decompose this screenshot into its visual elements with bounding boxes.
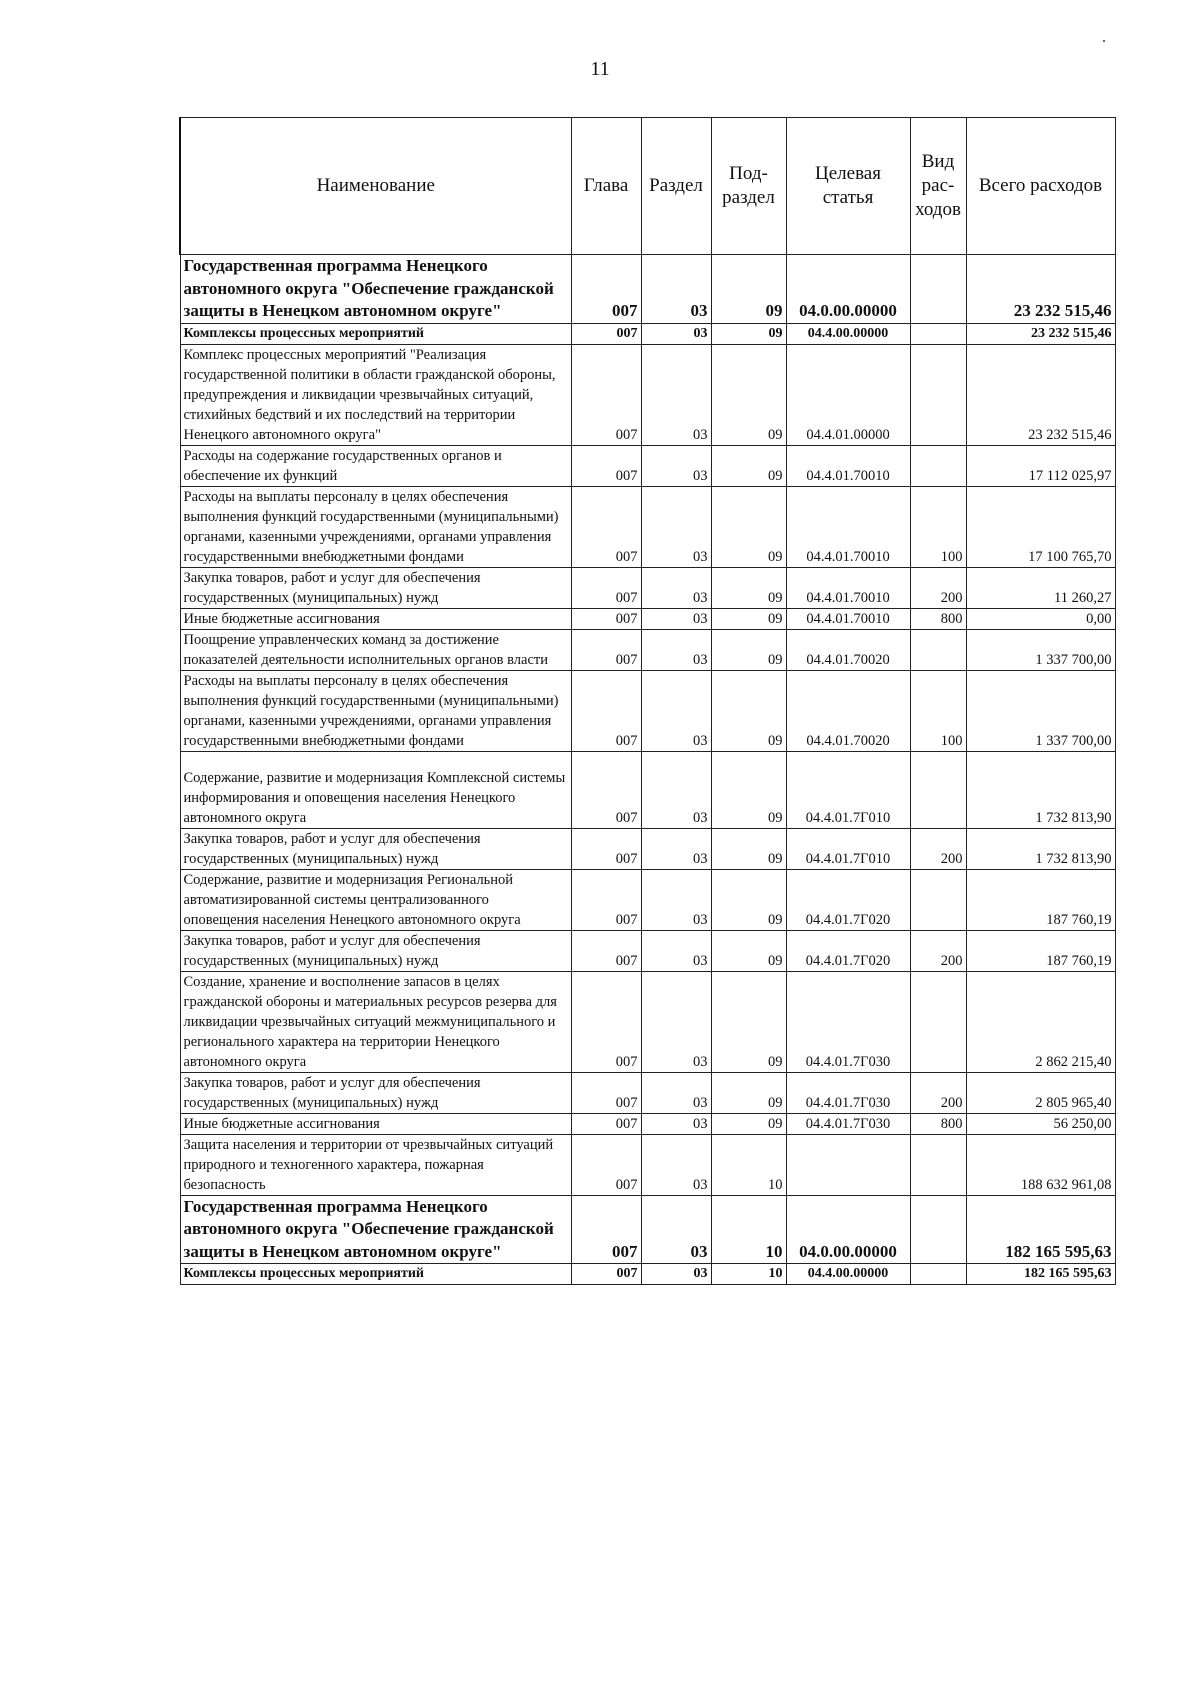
cell-podrazdel: 10 (711, 1195, 786, 1264)
cell-razdel: 03 (641, 567, 711, 608)
cell-razdel: 03 (641, 608, 711, 629)
cell-razdel: 03 (641, 751, 711, 828)
cell-podrazdel: 10 (711, 1264, 786, 1285)
cell-name: Закупка товаров, работ и услуг для обеспечения государственных (муниципальных) нужд (180, 1072, 571, 1113)
cell-razdel: 03 (641, 1113, 711, 1134)
cell-podrazdel: 09 (711, 323, 786, 344)
table-row (180, 1264, 1115, 1285)
cell-celevaya: 04.4.01.70010 (786, 486, 910, 567)
cell-vid (910, 255, 966, 324)
cell-name: Расходы на выплаты персоналу в целях обеспечения выполнения функций государственными (муниципальными) органами, казенными учреждениями, органами управления государственными внебюджетными фондами (180, 486, 571, 567)
scan-speck (1103, 40, 1105, 42)
cell-podrazdel: 09 (711, 1072, 786, 1113)
cell-celevaya (786, 1134, 910, 1195)
cell-vid: 200 (910, 828, 966, 869)
cell-vid: 200 (910, 1072, 966, 1113)
table-row (180, 1113, 1115, 1134)
cell-podrazdel: 09 (711, 255, 786, 324)
cell-vid (910, 629, 966, 670)
cell-vid (910, 344, 966, 445)
cell-total: 23 232 515,46 (966, 323, 1115, 344)
cell-name: Иные бюджетные ассигнования (180, 608, 571, 629)
table-row (180, 255, 1115, 324)
cell-podrazdel: 09 (711, 869, 786, 930)
cell-celevaya: 04.4.00.00000 (786, 1264, 910, 1285)
cell-podrazdel: 09 (711, 629, 786, 670)
cell-glava: 007 (571, 1113, 641, 1134)
budget-table (179, 117, 1116, 1285)
cell-celevaya: 04.0.00.00000 (786, 255, 910, 324)
cell-razdel: 03 (641, 344, 711, 445)
cell-glava: 007 (571, 567, 641, 608)
table-body (180, 255, 1115, 1285)
cell-name: Расходы на выплаты персоналу в целях обеспечения выполнения функций государственными (муниципальными) органами, казенными учреждениями, органами управления государственными внебюджетными фондами (180, 670, 571, 751)
cell-total: 1 732 813,90 (966, 751, 1115, 828)
table-row (180, 1134, 1115, 1195)
table-row (180, 930, 1115, 971)
cell-total: 56 250,00 (966, 1113, 1115, 1134)
cell-celevaya: 04.4.01.70010 (786, 445, 910, 486)
cell-vid (910, 323, 966, 344)
table-row (180, 629, 1115, 670)
header-podrazdel: Под- раздел (711, 118, 786, 255)
cell-glava: 007 (571, 323, 641, 344)
cell-glava: 007 (571, 1072, 641, 1113)
cell-vid (910, 869, 966, 930)
cell-total: 1 337 700,00 (966, 670, 1115, 751)
cell-glava: 007 (571, 869, 641, 930)
cell-razdel: 03 (641, 971, 711, 1072)
cell-razdel: 03 (641, 629, 711, 670)
table-row (180, 608, 1115, 629)
table-row (180, 971, 1115, 1072)
cell-celevaya: 04.4.01.7Г030 (786, 1072, 910, 1113)
cell-podrazdel: 09 (711, 1113, 786, 1134)
cell-podrazdel: 10 (711, 1134, 786, 1195)
header-vid: Вид рас- ходов (910, 118, 966, 255)
cell-vid: 200 (910, 567, 966, 608)
cell-total: 11 260,27 (966, 567, 1115, 608)
cell-podrazdel: 09 (711, 445, 786, 486)
cell-name: Комплексы процессных мероприятий (180, 1264, 571, 1285)
table-row (180, 445, 1115, 486)
cell-razdel: 03 (641, 445, 711, 486)
cell-razdel: 03 (641, 1195, 711, 1264)
cell-celevaya: 04.4.01.7Г020 (786, 869, 910, 930)
table-row (180, 670, 1115, 751)
cell-total: 17 100 765,70 (966, 486, 1115, 567)
cell-vid (910, 971, 966, 1072)
page-number: 11 (590, 58, 610, 80)
cell-glava: 007 (571, 1134, 641, 1195)
cell-celevaya: 04.4.01.7Г030 (786, 1113, 910, 1134)
table-row (180, 323, 1115, 344)
cell-total: 2 862 215,40 (966, 971, 1115, 1072)
cell-total: 1 732 813,90 (966, 828, 1115, 869)
cell-total: 187 760,19 (966, 930, 1115, 971)
cell-name: Закупка товаров, работ и услуг для обеспечения государственных (муниципальных) нужд (180, 930, 571, 971)
header-celevaya: Целевая статья (786, 118, 910, 255)
header-glava: Глава (571, 118, 641, 255)
cell-total: 2 805 965,40 (966, 1072, 1115, 1113)
cell-name: Государственная программа Ненецкого автономного округа "Обеспечение гражданской защиты в Ненецком автономном округе" (180, 1195, 571, 1264)
table-row (180, 1195, 1115, 1264)
header-name: Наименование (180, 118, 571, 255)
cell-total: 182 165 595,63 (966, 1195, 1115, 1264)
cell-name: Защита населения и территории от чрезвычайных ситуаций природного и техногенного характера, пожарная безопасность (180, 1134, 571, 1195)
cell-razdel: 03 (641, 1264, 711, 1285)
table-row (180, 869, 1115, 930)
cell-total: 182 165 595,63 (966, 1264, 1115, 1285)
cell-glava: 007 (571, 1195, 641, 1264)
cell-celevaya: 04.4.01.70010 (786, 608, 910, 629)
cell-razdel: 03 (641, 828, 711, 869)
cell-glava: 007 (571, 670, 641, 751)
cell-celevaya: 04.4.01.7Г020 (786, 930, 910, 971)
table-row (180, 751, 1115, 828)
cell-celevaya: 04.4.00.00000 (786, 323, 910, 344)
cell-podrazdel: 09 (711, 344, 786, 445)
cell-celevaya: 04.4.01.7Г030 (786, 971, 910, 1072)
cell-name: Содержание, развитие и модернизация Комплексной системы информирования и оповещения населения Ненецкого автономного округа (180, 751, 571, 828)
cell-podrazdel: 09 (711, 486, 786, 567)
cell-name: Комплексы процессных мероприятий (180, 323, 571, 344)
table-row (180, 828, 1115, 869)
cell-glava: 007 (571, 486, 641, 567)
cell-razdel: 03 (641, 1072, 711, 1113)
cell-name: Расходы на содержание государственных органов и обеспечение их функций (180, 445, 571, 486)
cell-razdel: 03 (641, 323, 711, 344)
cell-podrazdel: 09 (711, 971, 786, 1072)
cell-glava: 007 (571, 828, 641, 869)
cell-name: Государственная программа Ненецкого автономного округа "Обеспечение гражданской защиты в Ненецком автономном округе" (180, 255, 571, 324)
cell-razdel: 03 (641, 930, 711, 971)
cell-total: 23 232 515,46 (966, 255, 1115, 324)
cell-razdel: 03 (641, 670, 711, 751)
cell-glava: 007 (571, 751, 641, 828)
cell-vid: 200 (910, 930, 966, 971)
cell-total: 187 760,19 (966, 869, 1115, 930)
cell-name: Содержание, развитие и модернизация Региональной автоматизированной системы централизованного оповещения населения Ненецкого автономного округа (180, 869, 571, 930)
cell-podrazdel: 09 (711, 828, 786, 869)
cell-razdel: 03 (641, 869, 711, 930)
cell-total: 1 337 700,00 (966, 629, 1115, 670)
cell-razdel: 03 (641, 1134, 711, 1195)
cell-name: Закупка товаров, работ и услуг для обеспечения государственных (муниципальных) нужд (180, 567, 571, 608)
header-row (180, 118, 1115, 255)
cell-podrazdel: 09 (711, 670, 786, 751)
cell-name: Создание, хранение и восполнение запасов в целях гражданской обороны и материальных ресурсов резерва для ликвидации чрезвычайных ситуаций межмуниципального и регионального характера на территории Ненецкого автономного округа (180, 971, 571, 1072)
cell-vid (910, 1134, 966, 1195)
table-row (180, 1072, 1115, 1113)
cell-vid: 100 (910, 670, 966, 751)
table-row (180, 567, 1115, 608)
cell-glava: 007 (571, 445, 641, 486)
cell-razdel: 03 (641, 486, 711, 567)
table-row (180, 486, 1115, 567)
cell-podrazdel: 09 (711, 751, 786, 828)
cell-vid (910, 445, 966, 486)
cell-podrazdel: 09 (711, 608, 786, 629)
cell-celevaya: 04.0.00.00000 (786, 1195, 910, 1264)
cell-vid: 800 (910, 608, 966, 629)
cell-glava: 007 (571, 930, 641, 971)
cell-podrazdel: 09 (711, 930, 786, 971)
cell-celevaya: 04.4.01.00000 (786, 344, 910, 445)
table-row (180, 344, 1115, 445)
cell-podrazdel: 09 (711, 567, 786, 608)
cell-name: Иные бюджетные ассигнования (180, 1113, 571, 1134)
cell-glava: 007 (571, 629, 641, 670)
cell-glava: 007 (571, 344, 641, 445)
cell-vid (910, 1264, 966, 1285)
cell-glava: 007 (571, 608, 641, 629)
cell-vid (910, 1195, 966, 1264)
cell-glava: 007 (571, 1264, 641, 1285)
cell-celevaya: 04.4.01.70020 (786, 629, 910, 670)
cell-razdel: 03 (641, 255, 711, 324)
header-razdel: Раздел (641, 118, 711, 255)
cell-total: 17 112 025,97 (966, 445, 1115, 486)
cell-total: 188 632 961,08 (966, 1134, 1115, 1195)
cell-celevaya: 04.4.01.7Г010 (786, 828, 910, 869)
cell-name: Закупка товаров, работ и услуг для обеспечения государственных (муниципальных) нужд (180, 828, 571, 869)
cell-celevaya: 04.4.01.70020 (786, 670, 910, 751)
cell-celevaya: 04.4.01.70010 (786, 567, 910, 608)
cell-name: Поощрение управленческих команд за достижение показателей деятельности исполнительных органов власти (180, 629, 571, 670)
cell-vid: 100 (910, 486, 966, 567)
cell-glava: 007 (571, 971, 641, 1072)
cell-glava: 007 (571, 255, 641, 324)
header-total: Всего расходов (966, 118, 1115, 255)
cell-name: Комплекс процессных мероприятий "Реализация государственной политики в области гражданской обороны, предупреждения и ликвидации чрезвычайных ситуаций, стихийных бедствий и их последствий на территории Ненецкого автономного округа" (180, 344, 571, 445)
cell-vid (910, 751, 966, 828)
cell-vid: 800 (910, 1113, 966, 1134)
cell-celevaya: 04.4.01.7Г010 (786, 751, 910, 828)
cell-total: 0,00 (966, 608, 1115, 629)
cell-total: 23 232 515,46 (966, 344, 1115, 445)
